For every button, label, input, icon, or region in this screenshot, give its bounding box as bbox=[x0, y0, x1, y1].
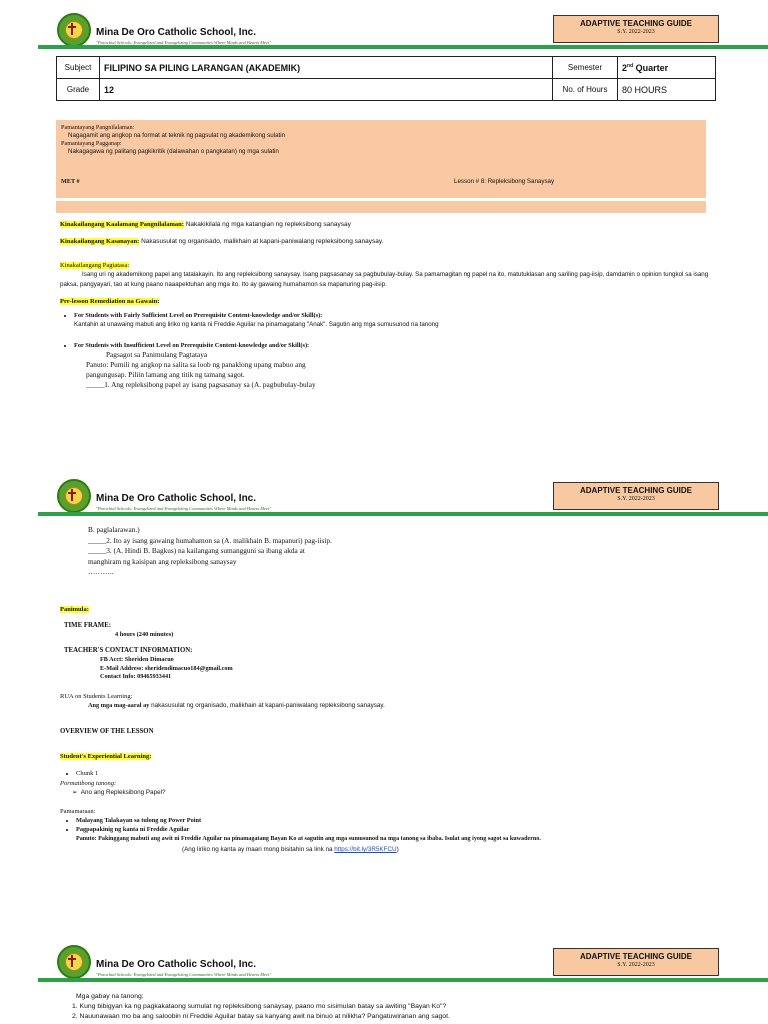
lyrics-link-line: (Ang liriko ng kanta ay maari mong bisitahin sa link na https://bit.ly/3R5KFCU) bbox=[182, 846, 399, 853]
panuto-text: Panuto: Pakinggang mabuti ang awit ni Freddie Aguilar na pinamagatang Bayan Ko at sagutin ang mga sumusunod na mga tanong sa ibaba. Isulat ang iyong sagot sa kuwaderno. bbox=[76, 836, 541, 842]
school-logo bbox=[57, 479, 91, 513]
assessment-text: Isang uri ng akademikong papel ang tatalakayin. Ito ang repleksibong sanaysay. Isang pagsasanay sa pagbubulay-bulay. Sa pamamagitan ng papel na ito, matutuklasan ang sariling pag-iisip, damdamin o opinion tungkol sa isang paksa, pangyayari, tao at kung paano naaapektuhan ang mga ito. Ito ay gawaing humahamon sa mapanuring pag-iisip. bbox=[60, 271, 709, 288]
pretest-ellipsis: ……….. bbox=[88, 567, 114, 576]
quarter-value: 2nd Quarter bbox=[618, 57, 716, 79]
guide-question-1: 1. Kung bibigyan ka ng pagkakataong sumulat ng repleksibong sanaysay, paano mo sisimulan batay sa awiting "Bayan Ko"? bbox=[72, 1003, 447, 1010]
school-logo bbox=[57, 13, 91, 47]
method-list bbox=[60, 816, 201, 834]
remediation-label: Pre-lesson Remediation na Gawain: bbox=[60, 298, 160, 305]
adaptive-guide-box bbox=[553, 482, 719, 510]
remediation-list bbox=[60, 311, 710, 329]
school-year: S.Y. 2022-2023 bbox=[617, 29, 655, 35]
list-item: • For Students with Fairly Sufficient Level on Prerequisite Content-knowledge and/or Skill(s): Kantahin at unawaing mabuti ang liriko ng kanta ni Freddie Aguilar na pinamagatang "Anak". Sagutin ang mga sumusunod na tanong bbox=[74, 311, 710, 329]
subject-value: FILIPINO SA PILING LARANGAN (AKADEMIK) bbox=[100, 57, 553, 79]
guide-title: ADAPTIVE TEACHING GUIDE bbox=[579, 952, 692, 961]
list-item: • For Students with Insufficient Level on Prerequisite Content-knowledge and/or Skill(s): bbox=[74, 341, 710, 350]
semester-label: Semester bbox=[553, 57, 618, 79]
list-item: • Malayang Talakayan sa tulong ng Power Point bbox=[76, 816, 201, 825]
subject-label: Subject bbox=[57, 57, 100, 79]
standards-footer-strip bbox=[56, 201, 706, 213]
required-skill: Kinakailangang Kasanayan: Nakasusulat ng organisado, malikhain at kapani-paniwalang repleksibong sanaysay. bbox=[60, 238, 384, 245]
school-motto: "Parochial Schools: Evangelized and Evangelizing Communities Where Minds and Hearts Meet" bbox=[96, 40, 272, 45]
header-divider bbox=[38, 512, 768, 516]
experiential-learning-label: Student's Experiential Learning: bbox=[60, 753, 152, 760]
grade-label: Grade bbox=[57, 79, 100, 101]
guide-questions bbox=[72, 992, 450, 1022]
lesson-label: Lesson # 8: Repleksibong Sanaysay bbox=[454, 178, 555, 185]
list-item: • Chunk 1 bbox=[76, 770, 98, 777]
content-standard-text: Nagagamit ang angkop na format at teknik ng pagsulat ng akademikong sulatin bbox=[68, 132, 286, 139]
hours-label: No. of Hours bbox=[553, 79, 618, 101]
school-motto: "Parochial Schools: Evangelized and Evangelizing Communities Where Minds and Hearts Meet" bbox=[96, 972, 272, 977]
pretest-instruction-2: pangungusap. Piliin lamang ang titik ng tamang sagot. bbox=[86, 370, 245, 379]
panimula-label: Panimula: bbox=[60, 606, 89, 613]
pretest-continued bbox=[88, 525, 332, 578]
lyrics-link[interactable]: https://bit.ly/3R5KFCU bbox=[334, 846, 397, 853]
adaptive-guide-box bbox=[553, 948, 719, 976]
school-year: S.Y. 2022-2023 bbox=[617, 962, 655, 968]
contact-number: Contact Info: 09465933441 bbox=[100, 673, 172, 680]
pretest-title: Pagsagot sa Panimulang Pagtataya bbox=[106, 350, 208, 359]
pretest-item-2: _____2. Ito ay isang gawaing humahamon sa (A. malikhain B. mapanuri) pag-iisip. bbox=[88, 535, 332, 545]
header-divider bbox=[38, 978, 768, 982]
school-logo bbox=[57, 945, 91, 979]
guide-title: ADAPTIVE TEACHING GUIDE bbox=[579, 19, 692, 28]
hours-value: 80 HOURS bbox=[618, 79, 716, 101]
header-divider bbox=[38, 45, 768, 49]
arrow-bullet-icon: ➢ bbox=[72, 789, 78, 796]
content-standard-title: Pamantayang Pangnilalaman: bbox=[61, 124, 135, 131]
pretest-instruction-1: Panuto: Pumili ng angkop na salita sa loob ng panaklong upang mabuo ang bbox=[86, 360, 306, 369]
assessment-label: Kinakailangang Pagtatasa: bbox=[60, 262, 130, 269]
pamamaraan-label: Pamamaraan: bbox=[60, 808, 96, 815]
formative-question: ➢ Ano ang Repleksibong Papel? bbox=[72, 789, 166, 796]
met-label: MET # bbox=[61, 178, 80, 185]
email-address: E-Mail Address: sheridendimacuo184@gmail.com bbox=[100, 664, 233, 672]
pretest-item-3: _____3. (A. Hindi B. Bagkus) na kailangang sumangguni sa ibang akda at bbox=[88, 546, 305, 555]
contact-title: TEACHER'S CONTACT INFORMATION: bbox=[64, 647, 193, 654]
rua-title: RUA on Students Learning: bbox=[60, 693, 133, 700]
pretest-item-1: _____1. Ang repleksibong papel ay isang pagsasanay sa (A. pagbubulay-bulay bbox=[86, 380, 316, 389]
guide-title: ADAPTIVE TEACHING GUIDE bbox=[579, 486, 692, 495]
standards-box bbox=[56, 120, 706, 198]
fb-account: FB Acct: Sheriden Dimacuo bbox=[100, 656, 174, 663]
rua-text: Ang mga mag-aaral ay nakasusulat ng organisado, malikhain at kapani-paniwalang repleksibong sanaysay. bbox=[88, 702, 385, 709]
performance-standard-title: Pamantayang Pagganap: bbox=[61, 140, 122, 147]
school-name: Mina De Oro Catholic School, Inc. bbox=[96, 27, 257, 38]
chunk-list bbox=[60, 770, 98, 777]
formative-label: Pormatibong tanong: bbox=[60, 780, 117, 787]
subject-info-table bbox=[56, 56, 716, 101]
guide-questions-title: Mga gabay na tanong: bbox=[76, 993, 144, 1000]
remediation-list-2 bbox=[60, 341, 710, 390]
grade-value: 12 bbox=[100, 79, 553, 101]
required-knowledge: Kinakailangang Kaalamang Pangnilalaman: Nakakikilala ng mga katangian ng repleksibong sanaysay bbox=[60, 221, 351, 228]
performance-standard-text: Nakagagawa ng palitang pagkikritik (dalawahan o pangkatan) ng mga sulatin bbox=[68, 148, 279, 155]
list-item: • Pagpapakinig ng kanta ni Freddie Aguilar bbox=[76, 825, 201, 834]
school-motto: "Parochial Schools: Evangelized and Evangelizing Communities Where Minds and Hearts Meet" bbox=[96, 506, 272, 511]
overview-title: OVERVIEW OF THE LESSON bbox=[60, 728, 154, 735]
pretest-line: manghiram ng kaisipan ang repleksibong sanaysay bbox=[88, 556, 237, 566]
time-frame-label: TIME FRAME: bbox=[64, 622, 112, 629]
adaptive-guide-box bbox=[553, 15, 719, 43]
school-name: Mina De Oro Catholic School, Inc. bbox=[96, 959, 257, 970]
school-year: S.Y. 2022-2023 bbox=[617, 496, 655, 502]
guide-question-2: 2. Nauunawaan mo ba ang saloobin ni Freddie Aguilar batay sa kanyang awit na binuo at nilikha? Pangatuwiranan ang sagot. bbox=[72, 1013, 450, 1020]
time-frame-value: 4 hours (240 minutes) bbox=[115, 631, 174, 638]
contact-details bbox=[100, 656, 233, 682]
pretest-line: B. paglalarawan.) bbox=[88, 525, 140, 534]
school-name: Mina De Oro Catholic School, Inc. bbox=[96, 493, 257, 504]
